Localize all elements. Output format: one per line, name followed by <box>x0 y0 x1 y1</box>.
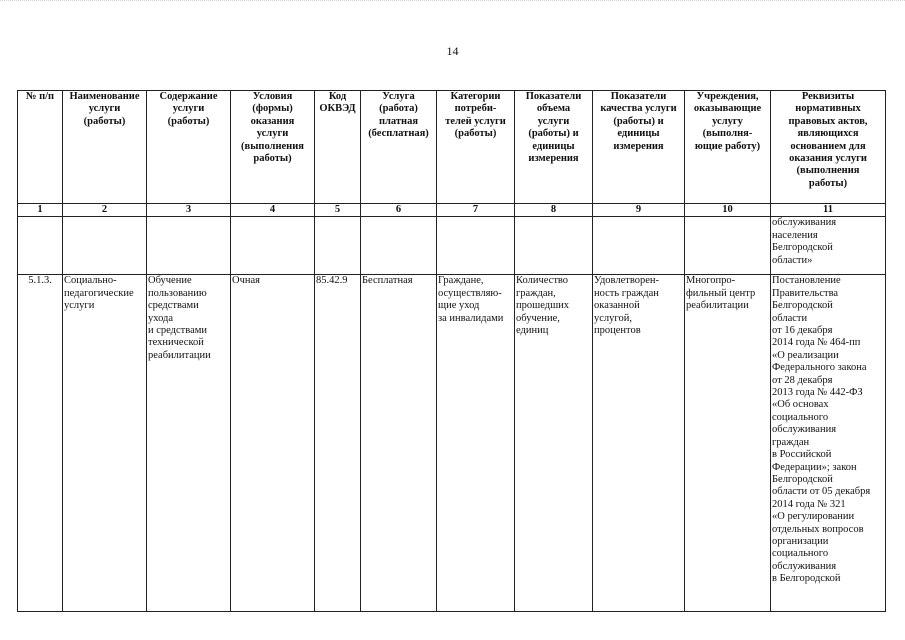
column-number: 6 <box>361 204 437 217</box>
header-num: № п/п <box>18 91 63 204</box>
header-legal: Реквизиты нормативных правовых актов, являющихся основанием для оказания услуги (выполнения работы) <box>771 91 886 204</box>
column-number: 7 <box>437 204 515 217</box>
column-number: 8 <box>515 204 593 217</box>
table-cell <box>593 217 685 275</box>
column-number: 10 <box>685 204 771 217</box>
table-cell <box>685 217 771 275</box>
service-form-cell: Очная <box>231 275 315 612</box>
okved-code-cell: 85.42.9 <box>315 275 361 612</box>
header-name: Наименование услуги (работы) <box>63 91 147 204</box>
table-cell <box>18 217 63 275</box>
table-cell <box>315 217 361 275</box>
header-institution: Учреждения, оказывающие услугу (выполня- ющие работу) <box>685 91 771 204</box>
scan-edge-mark <box>0 0 905 7</box>
header-volume: Показатели объема услуги (работы) и единицы измерения <box>515 91 593 204</box>
page-number: 14 <box>446 44 459 58</box>
header-form: Условия (формы) оказания услуги (выполнения работы) <box>231 91 315 204</box>
table-cell <box>231 217 315 275</box>
column-number: 5 <box>315 204 361 217</box>
quality-indicator-cell: Удовлетворен- ность граждан оказанной услугой, процентов <box>593 275 685 612</box>
column-number: 3 <box>147 204 231 217</box>
institution-cell: Многопро- фильный центр реабилитации <box>685 275 771 612</box>
legal-continuation-cell: обслуживания населения Белгородской области» <box>771 217 886 275</box>
column-number: 4 <box>231 204 315 217</box>
table-row <box>18 275 886 612</box>
service-content-cell: Обучение пользованию средствами ухода и средствами технической реабилитации <box>147 275 231 612</box>
column-number: 11 <box>771 204 886 217</box>
table-cell <box>437 217 515 275</box>
services-table <box>17 90 886 612</box>
column-number: 2 <box>63 204 147 217</box>
table-cell <box>361 217 437 275</box>
header-paid: Услуга (работа) платная (бесплатная) <box>361 91 437 204</box>
paid-status-cell: Бесплатная <box>361 275 437 612</box>
header-okved: Код ОКВЭД <box>315 91 361 204</box>
legal-acts-cell: Постановление Правительства Белгородской области от 16 декабря 2014 года № 464-пп «О реализации Федерального закона от 28 декабря 2013 года № 442-ФЗ «Об основах социального обслуживания граждан в Российской Федерации»; закон Белгородской области от 05 декабря 2014 года № 321 «О регулировании отдельных вопросов организации социального обслуживания в Белгородской <box>771 275 886 612</box>
consumer-category-cell: Граждане, осуществляю- щие уход за инвалидами <box>437 275 515 612</box>
header-content: Содержание услуги (работы) <box>147 91 231 204</box>
continuation-row <box>18 217 886 275</box>
service-name-cell: Социально- педагогические услуги <box>63 275 147 612</box>
table-cell <box>147 217 231 275</box>
column-number-row <box>18 204 886 217</box>
column-number: 1 <box>18 204 63 217</box>
row-number-cell: 5.1.3. <box>18 275 63 612</box>
header-quality: Показатели качества услуги (работы) и единицы измерения <box>593 91 685 204</box>
header-category: Категории потреби- телей услуги (работы) <box>437 91 515 204</box>
header-row <box>18 91 886 204</box>
column-number: 9 <box>593 204 685 217</box>
table-cell <box>515 217 593 275</box>
volume-indicator-cell: Количество граждан, прошедших обучение, единиц <box>515 275 593 612</box>
table-cell <box>63 217 147 275</box>
